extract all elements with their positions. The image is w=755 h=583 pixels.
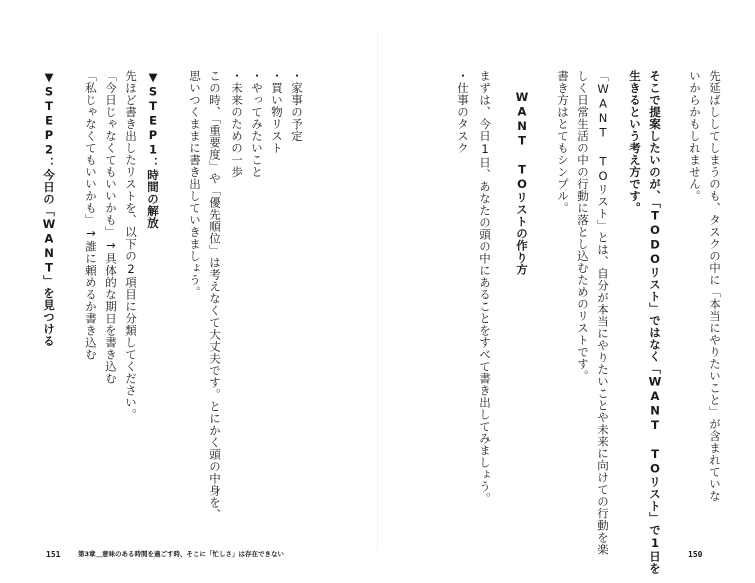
text-line: 「私じゃなくてもいいかも」→誰に頼めるか書き込む (84, 70, 98, 361)
text-line: この時、「重要度」や「優先順位」は考えなくて大丈夫です。とにかく頭の中身を、 (208, 70, 222, 521)
list-item: ・仕事のタスク (456, 70, 470, 154)
text-line: 先ほど書き出したリストを、以下の2項目に分類してください。 (124, 70, 138, 421)
list-item: ・家事の予定 (290, 70, 304, 142)
text-line: 書き方はとてもシンプル。 (556, 70, 570, 214)
list-item: ・やってみたいこと (250, 70, 264, 178)
step-heading: ▼STEP1：時間の解放 (146, 70, 160, 229)
text-line: 先延ばししてしまうのも、タスクの中に「本当にやりたいこと」が含まれていな (708, 70, 722, 502)
text-line: しく日常生活の中の行動に落とし込むためのリストです。 (576, 70, 590, 382)
right-page (378, 0, 755, 583)
page-number: 151 (46, 550, 61, 559)
page-number: 150 (688, 550, 703, 559)
left-page (0, 0, 377, 583)
text-line: そこで提案したいのが、「TODOリスト」ではなく「WANT TOリスト」で1日を (648, 70, 662, 575)
text-line: 「WANT TOリスト」とは、自分が本当にやりたいことや未来に向けての行動を楽 (596, 70, 610, 556)
list-item: ・買い物リスト (270, 70, 284, 154)
running-head: 第3章＿意味のある時間を過ごす時、そこに「忙しさ」は存在できない (78, 550, 285, 558)
text-line: 思いつくままに書き出していきましょう。 (188, 70, 202, 298)
gutter (377, 30, 378, 550)
list-item: ・未来のための一歩 (230, 70, 244, 178)
section-heading: WANT TOリストの作り方 (515, 90, 529, 276)
text-line: いからかもしれません。 (688, 70, 702, 202)
step-heading: ▼STEP2：今日の「WANT」を見つける (42, 70, 56, 347)
text-line: 「今日じゃなくてもいいかも」→具体的な期日を書き込む (104, 70, 118, 385)
text-line: 生きるという考え方です。 (628, 70, 642, 214)
text-line: まずは、今日1日、あなたの頭の中にあることをすべて書き出してみましょう。 (478, 70, 492, 505)
